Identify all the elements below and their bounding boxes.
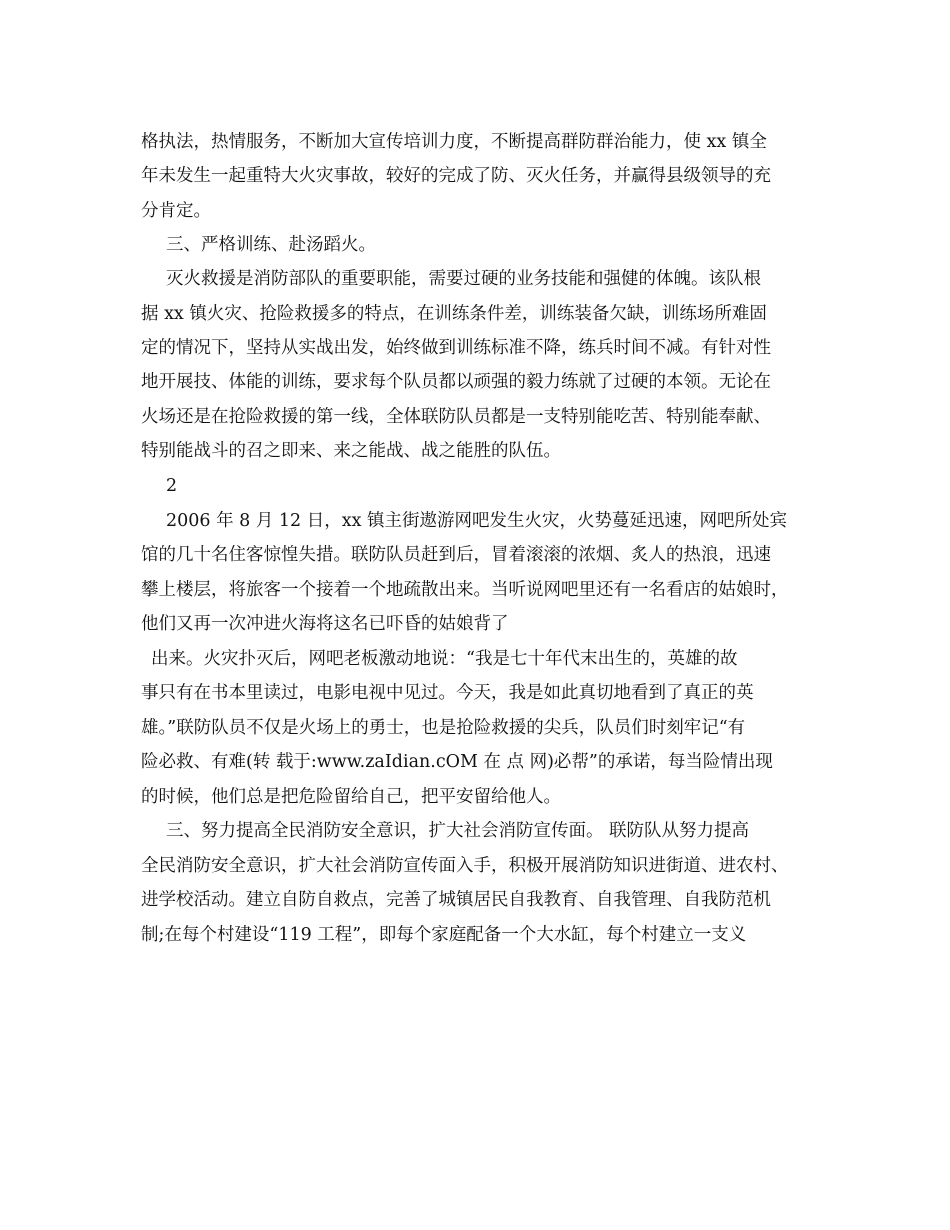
text-line: 制;在每个村建设“119 工程”，即每个家庭配备一个大水缸，每个村建立一支义 <box>141 925 747 945</box>
text-line: 出来。火灾扑灭后，网吧老板激动地说：“我是七十年代末出生的，英雄的故 <box>151 649 738 669</box>
text-line: 据 xx 镇火灾、抢险救援多的特点，在训练条件差，训练装备欠缺，训练场所难固 <box>141 304 767 324</box>
section-heading: 三、努力提高全民消防安全意识，扩大社会消防宣传面。 联防队从努力提高 <box>166 821 750 841</box>
section-heading: 三、严格训练、赴汤蹈火。 <box>166 235 376 255</box>
text-line: 攀上楼层，将旅客一个接着一个地疏散出来。当听说网吧里还有一名看店的姑娘时， <box>141 580 789 600</box>
text-line: 定的情况下，坚持从实战出发，始终做到训练标准不降，练兵时间不减。有针对性 <box>141 338 771 358</box>
text-line: 事只有在书本里读过，电影电视中见过。今天，我是如此真切地看到了真正的英 <box>141 683 754 703</box>
text-line: 2006 年 8 月 12 日，xx 镇主街遨游网吧发生火灾，火势蔓延迅速，网吧所处宾 <box>166 511 788 531</box>
text-line: 馆的几十名住客惊惶失措。联防队员赶到后，冒着滚滚的浓烟、炙人的热浪，迅速 <box>141 545 771 565</box>
text-line: 的时候，他们总是把危险留给自己，把平安留给他人。 <box>141 787 561 807</box>
text-line: 年未发生一起重特大火灾事故，较好的完成了防、灭火任务，并赢得县级领导的充 <box>141 166 771 186</box>
text-line: 进学校活动。建立自防自救点，完善了城镇居民自我教育、自我管理、自我防范机 <box>141 890 771 910</box>
text-line: 地开展技、体能的训练，要求每个队员都以顽强的毅力练就了过硬的本领。无论在 <box>141 372 771 392</box>
text-line: 特别能战斗的召之即来、来之能战、战之能胜的队伍。 <box>141 441 561 461</box>
text-line: 格执法，热情服务，不断加大宣传培训力度，不断提高群防群治能力，使 xx 镇全 <box>141 132 767 152</box>
text-line: 全民消防安全意识，扩大社会消防宣传面入手，积极开展消防知识进街道、进农村、 <box>141 856 789 876</box>
text-line: 分肯定。 <box>141 201 211 221</box>
text-line: 险必救、有难(转 载于:www.zaIdian.cOM 在 点 网)必帮”的承诺，每当险情出现 <box>141 752 773 772</box>
text-line: 雄。”联防队员不仅是火场上的勇士，也是抢险救援的尖兵，队员们时刻牢记“有 <box>141 718 746 738</box>
text-line: 灭火救援是消防部队的重要职能，需要过硬的业务技能和强健的体魄。该队根 <box>166 269 761 289</box>
text-line: 他们又再一次冲进火海将这名已吓昏的姑娘背了 <box>141 614 509 634</box>
section-number: 2 <box>166 476 178 496</box>
text-line: 火场还是在抢险救援的第一线，全体联防队员都是一支特别能吃苦、特别能奉献、 <box>141 407 771 427</box>
